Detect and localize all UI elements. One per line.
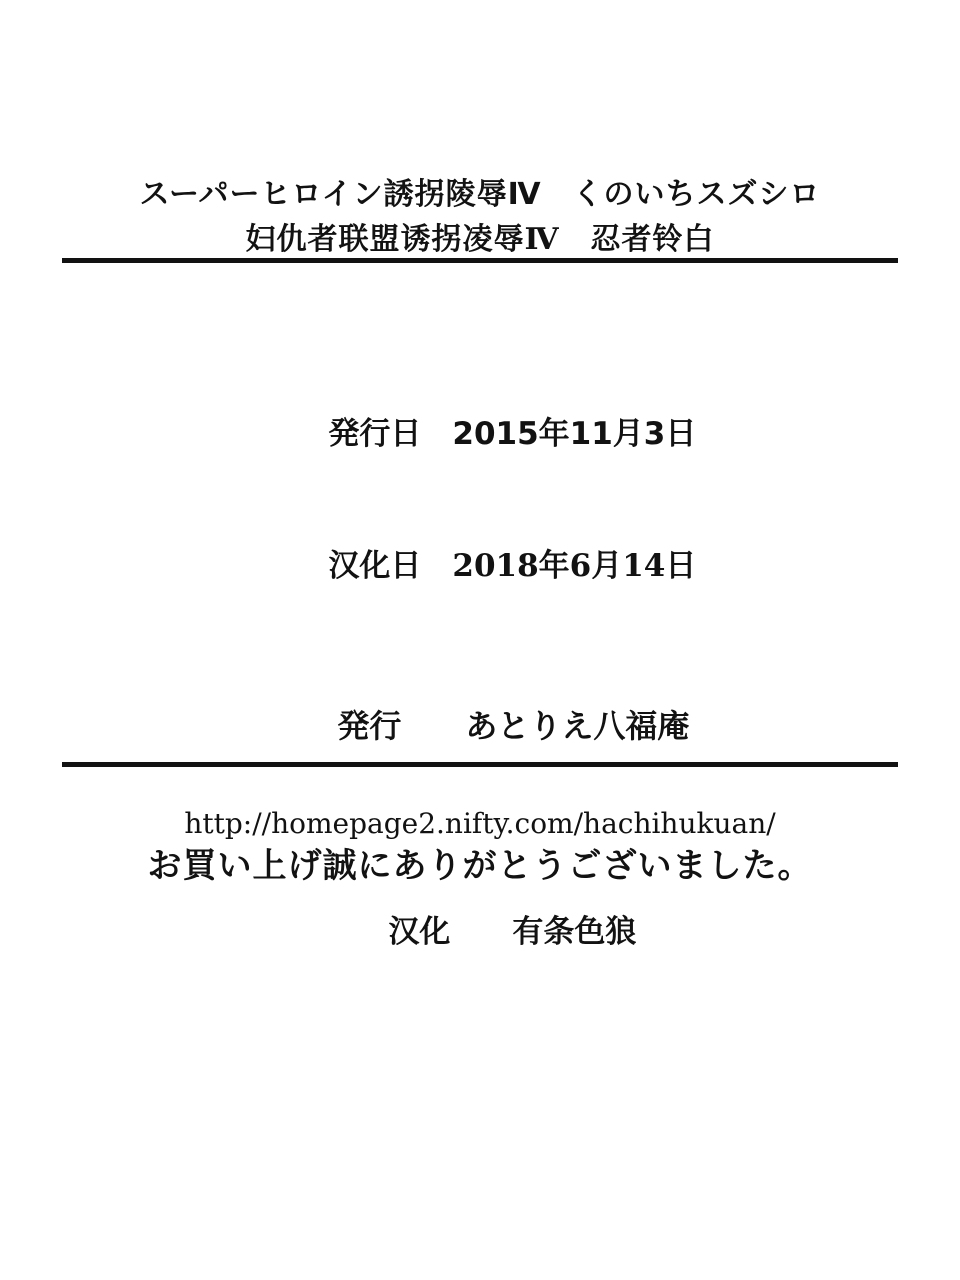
- publish-date-row: [0, 368, 960, 500]
- publisher-value: あとりえ八福庵: [465, 706, 690, 745]
- publish-date-label: 発行日: [328, 416, 422, 453]
- translation-date-spacer: [421, 548, 452, 584]
- divider-bottom: [62, 762, 898, 767]
- translator-spacer: [450, 914, 512, 950]
- divider-top: [62, 258, 898, 263]
- publisher-spacer: [401, 707, 465, 745]
- translation-date-value: 2018年6月14日: [452, 548, 697, 585]
- translator-value: 有条色狼: [512, 914, 637, 951]
- publisher-label: 発行: [337, 706, 402, 745]
- thank-you-message: お買い上げ誠にありがとうございました。: [147, 846, 813, 886]
- imprint-block: [0, 368, 960, 998]
- publish-date-value: 2015年11月3日: [452, 416, 697, 453]
- translation-date-label: 汉化日: [328, 548, 422, 585]
- translation-date-row: [0, 500, 960, 632]
- title-japanese: スーパーヒロイン誘拐陵辱Ⅳ くのいちスズシロ: [139, 177, 821, 212]
- title-block: [0, 175, 960, 260]
- publish-date-spacer: [421, 416, 452, 452]
- title-chinese: 妇仇者联盟诱拐凌辱Ⅳ 忍者铃白: [245, 221, 715, 257]
- publisher-row: [0, 658, 960, 794]
- publisher-url[interactable]: http://homepage2.nifty.com/hachihukuan/: [184, 807, 776, 841]
- translator-label: 汉化: [388, 914, 451, 951]
